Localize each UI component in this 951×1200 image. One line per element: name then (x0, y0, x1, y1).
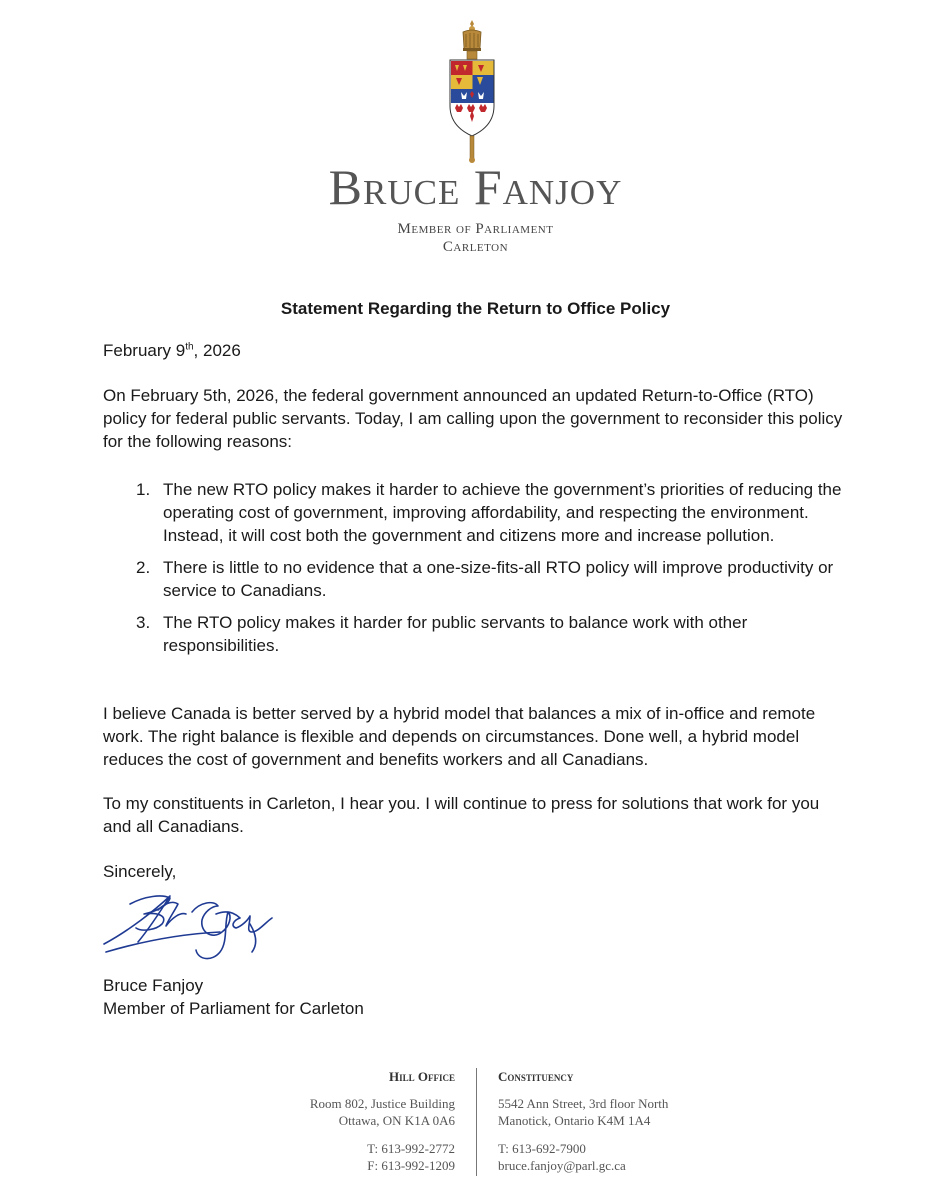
letterhead-footer (0, 1068, 951, 1183)
statement-date: February 9th, 2026 (103, 341, 241, 360)
list-item (103, 556, 848, 602)
signer-title: Member of Parliament for Carleton (103, 999, 364, 1018)
list-item-text: The RTO policy makes it harder for public servants to balance work with other responsibilities. (163, 613, 748, 655)
constituency-office-block (498, 1068, 668, 1174)
list-item (103, 611, 848, 657)
hill-address-line-1: Room 802, Justice Building (309, 1096, 455, 1111)
hybrid-model-paragraph: I believe Canada is better served by a hybrid model that balances a mix of in-office and remote work. The right balance is flexible and depends on circumstances. Done well, a hybrid model reduces the cost of government and benefits workers and all Canadians. (103, 704, 816, 769)
constituents-paragraph: To my constituents in Carleton, I hear you. I will continue to press for solutions that work for you and all Canadians. (103, 794, 820, 836)
constituency-address-line-2: Manotick, Ontario K4M 1A4 (498, 1113, 651, 1128)
list-item-text: There is little to no evidence that a one-size-fits-all RTO policy will improve productivity or service to Canadians. (163, 558, 834, 600)
constituency-phone: T: 613-692-7900 (498, 1141, 586, 1156)
hill-office-block (310, 1068, 455, 1174)
statement-title: Statement Regarding the Return to Office Policy (280, 299, 671, 318)
hill-fax: F: 613-992-1209 (367, 1158, 455, 1173)
list-item (103, 478, 848, 547)
hill-phone: T: 613-992-2772 (367, 1141, 455, 1156)
reasons-list (103, 478, 848, 666)
footer-divider (476, 1068, 477, 1176)
hill-address-line-2: Ottawa, ON K1A 0A6 (338, 1113, 455, 1128)
constituency-heading: Constituency (498, 1069, 574, 1084)
signer-name: Bruce Fanjoy (103, 976, 204, 995)
hill-office-heading: Hill Office (389, 1069, 455, 1084)
list-item-number: 2. (136, 558, 151, 577)
signature-icon (100, 882, 285, 974)
list-item-number: 1. (136, 480, 151, 499)
constituency-address-line-1: 5542 Ann Street, 3rd floor North (498, 1096, 669, 1111)
letterhead-role: Member of Parliament (397, 221, 554, 237)
letterhead-name: Bruce Fanjoy (328, 159, 623, 215)
list-item-text: The new RTO policy makes it harder to achieve the government’s priorities of reducing the operating cost of government, improving affordability, and respecting the environment. Instead, it will cost both the government and citizens more and increase pollution. (163, 480, 842, 545)
house-of-commons-crest-icon (437, 18, 507, 168)
letterhead-riding: Carleton (442, 239, 509, 255)
list-item-number: 3. (136, 613, 151, 632)
intro-paragraph: On February 5th, 2026, the federal government announced an updated Return-to-Office (RTO) policy for federal public servants. Today, I am calling upon the government to reconsider this policy for the following reasons: (103, 386, 843, 451)
closing-salutation: Sincerely, (103, 862, 177, 881)
constituency-email[interactable]: bruce.fanjoy@parl.gc.ca (498, 1158, 626, 1173)
